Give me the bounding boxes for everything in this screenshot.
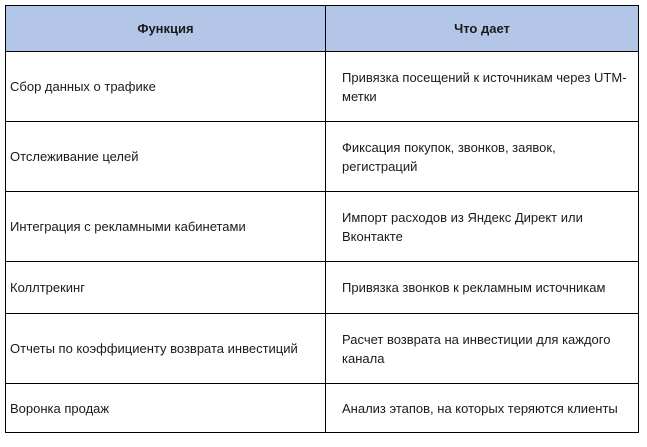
header-function: Функция [6,6,326,52]
table-row [6,52,639,122]
header-benefit: Что дает [326,6,639,52]
cell-function: Отслеживание целей [6,122,326,192]
cell-benefit: Фиксация покупок, звонков, заявок, регистраций [326,122,639,192]
cell-benefit: Расчет возврата на инвестиции для каждого канала [326,314,639,384]
table-header-row [6,6,639,52]
table-row [6,192,639,262]
cell-function: Интеграция с рекламными кабинетами [6,192,326,262]
cell-benefit: Привязка звонков к рекламным источникам [326,262,639,314]
cell-benefit: Привязка посещений к источникам через UTM-метки [326,52,639,122]
cell-benefit: Анализ этапов, на которых теряются клиенты [326,384,639,433]
cell-function: Отчеты по коэффициенту возврата инвестиций [6,314,326,384]
table-row [6,314,639,384]
cell-benefit: Импорт расходов из Яндекс Директ или Вконтакте [326,192,639,262]
cell-function: Сбор данных о трафике [6,52,326,122]
feature-table [5,5,639,433]
feature-table-container [5,5,638,433]
table-row [6,384,639,433]
cell-function: Воронка продаж [6,384,326,433]
table-row [6,262,639,314]
cell-function: Коллтрекинг [6,262,326,314]
table-row [6,122,639,192]
